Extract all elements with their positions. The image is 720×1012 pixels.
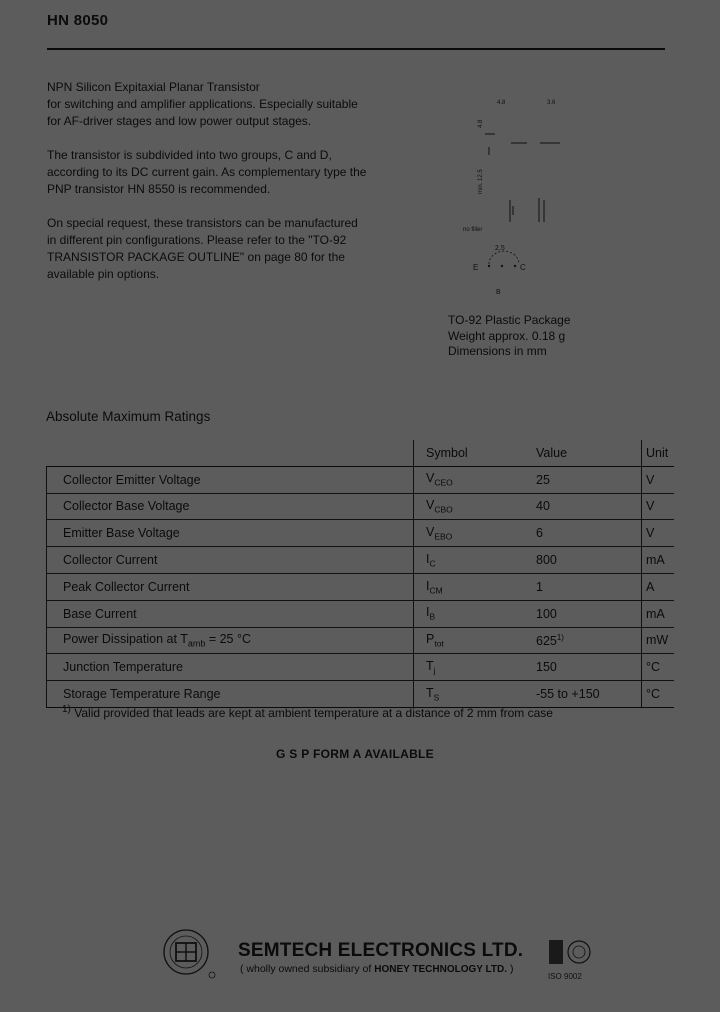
header-symbol: Symbol xyxy=(414,440,522,466)
pin-b-label: B xyxy=(496,289,501,296)
parameter-name: Collector Current xyxy=(63,553,158,568)
symbol-subscript: B xyxy=(429,611,436,622)
to92-package-drawing xyxy=(455,90,575,300)
package-bottom-view xyxy=(473,245,526,296)
symbol: V xyxy=(426,471,435,486)
value-cell xyxy=(521,654,642,681)
parameter-symbol: T xyxy=(180,632,188,647)
subsidiary-line xyxy=(240,963,513,975)
dim-lead-note: no filler xyxy=(463,227,483,233)
header-parameter xyxy=(47,440,414,466)
unit-cell xyxy=(642,627,675,654)
symbol-cell xyxy=(414,573,522,600)
unit: °C xyxy=(646,687,661,702)
dim-width: 4.8 xyxy=(497,100,506,106)
symbol-subscript: tot xyxy=(434,638,444,649)
symbol-subscript: CEO xyxy=(434,477,453,488)
table-row xyxy=(47,600,675,627)
unit-cell xyxy=(642,600,675,627)
table-row xyxy=(47,520,675,547)
company-name: SEMTECH ELECTRONICS LTD. xyxy=(238,940,524,961)
package-caption-line-3: Dimensions in mm xyxy=(448,344,547,358)
parameter-prefix: Power Dissipation at xyxy=(63,632,181,647)
value: 40 xyxy=(536,499,550,514)
pin-c-label: C xyxy=(520,263,526,272)
symbol: I xyxy=(426,605,430,620)
intro-paragraph-3: On special request, these transistors can be manufactured in different pin configurations. Please refer to the "TO-92 TRANSISTOR PACKAGE OUTLINE" on page 80 for the available pin options. xyxy=(47,216,358,281)
table-row xyxy=(47,654,675,681)
part-number: HN 8050 xyxy=(47,12,109,29)
symbol-subscript: CM xyxy=(429,585,443,596)
unit-cell xyxy=(642,547,675,574)
parameter-suffix: = 25 °C xyxy=(205,632,251,647)
parameter-cell xyxy=(47,466,414,493)
table-row xyxy=(47,573,675,600)
parameter-subscript: amb xyxy=(187,638,206,649)
parameter-name: Junction Temperature xyxy=(63,660,183,675)
value: 6 xyxy=(536,526,543,541)
parameter-cell xyxy=(47,654,414,681)
package-caption xyxy=(448,313,571,360)
value-cell xyxy=(521,573,642,600)
value-cell xyxy=(521,520,642,547)
parameter-cell xyxy=(47,600,414,627)
header-unit: Unit xyxy=(642,440,675,466)
package-caption-line-2: Weight approx. 0.18 g xyxy=(448,328,566,343)
parameter-name: Collector Emitter Voltage xyxy=(63,472,201,487)
symbol-subscript: j xyxy=(433,665,436,676)
value-cell xyxy=(521,600,642,627)
symbol-cell xyxy=(414,547,522,574)
availability-note: G S P FORM A AVAILABLE xyxy=(276,747,434,761)
value-cell xyxy=(521,547,642,574)
unit: A xyxy=(646,579,655,594)
intro-line-3: for AF-driver stages and low power output stages. xyxy=(47,114,312,128)
symbol-subscript: C xyxy=(429,558,436,569)
table-row xyxy=(47,466,675,493)
value-cell xyxy=(521,627,642,654)
parameter-cell xyxy=(47,573,414,600)
unit: mA xyxy=(646,553,665,568)
dim-pitch: 2.5 xyxy=(495,245,505,252)
ratings-heading: Absolute Maximum Ratings xyxy=(46,409,211,424)
symbol-subscript: S xyxy=(433,692,440,703)
subsidiary-prefix: ( wholly owned subsidiary of xyxy=(240,963,375,975)
dim-body-height: 4.8 xyxy=(478,119,484,128)
value: 100 xyxy=(536,606,557,621)
value: 25 xyxy=(536,472,550,487)
iso-certification-icon xyxy=(546,937,596,985)
unit-cell xyxy=(642,466,675,493)
value-footnote-marker: 1) xyxy=(556,632,564,642)
value: 625 xyxy=(536,634,557,649)
footnote xyxy=(62,704,553,720)
intro-text xyxy=(47,79,367,300)
parameter-name: Collector Base Voltage xyxy=(63,499,190,514)
symbol-cell xyxy=(414,600,522,627)
intro-paragraph-1 xyxy=(47,79,367,130)
parameter-name: Base Current xyxy=(63,606,137,621)
parameter-name: Storage Temperature Range xyxy=(63,687,221,702)
footnote-marker: 1) xyxy=(62,704,71,715)
symbol-subscript: EBO xyxy=(434,531,453,542)
symbol-cell xyxy=(414,627,522,654)
symbol: T xyxy=(426,659,434,674)
certification-text: ISO 9002 xyxy=(548,972,582,981)
unit: mA xyxy=(646,606,665,621)
intro-line-1: NPN Silicon Expitaxial Planar Transistor xyxy=(47,80,260,94)
unit: °C xyxy=(646,660,661,675)
unit-cell xyxy=(642,681,675,708)
pin-e-label: E xyxy=(473,263,479,272)
parameter-cell xyxy=(47,493,414,520)
unit-cell xyxy=(642,573,675,600)
subsidiary-suffix: ) xyxy=(507,963,514,975)
value: -55 to +150 xyxy=(536,687,600,702)
parameter-name: Emitter Base Voltage xyxy=(63,526,180,541)
header-value: Value xyxy=(521,440,642,466)
symbol: V xyxy=(426,498,435,513)
symbol: T xyxy=(426,685,434,700)
unit: mW xyxy=(646,633,669,648)
intro-paragraph-2: The transistor is subdivided into two groups, C and D, according to its DC current gain. As complementary type the PNP transistor HN 8550 is recommended. xyxy=(47,148,367,196)
symbol: I xyxy=(426,578,430,593)
unit: V xyxy=(646,526,655,541)
intro-line-2: for switching and amplifier applications. Especially suitable xyxy=(47,97,358,111)
parameter-cell xyxy=(47,520,414,547)
unit-cell xyxy=(642,654,675,681)
title-rule xyxy=(47,48,665,50)
package-side-view xyxy=(485,134,560,222)
unit-cell xyxy=(642,493,675,520)
table-row xyxy=(47,493,675,520)
symbol: V xyxy=(426,525,435,540)
parameter-cell xyxy=(47,627,414,654)
symbol-cell xyxy=(414,654,522,681)
value-cell xyxy=(521,493,642,520)
table-row xyxy=(47,627,675,654)
symbol: I xyxy=(426,551,430,566)
symbol-cell xyxy=(414,466,522,493)
ratings-header-row xyxy=(47,440,675,466)
symbol-subscript: CBO xyxy=(434,504,453,515)
symbol: P xyxy=(426,632,435,647)
symbol-cell xyxy=(414,520,522,547)
dim-depth: 3.6 xyxy=(547,100,556,106)
unit: V xyxy=(646,472,655,487)
parameter-cell xyxy=(47,547,414,574)
semtech-logo-icon xyxy=(160,928,220,980)
value: 1 xyxy=(536,579,543,594)
value-cell xyxy=(521,466,642,493)
dim-lead-length: min. 12.5 xyxy=(478,169,484,194)
symbol-cell xyxy=(414,493,522,520)
parent-company: HONEY TECHNOLOGY LTD. xyxy=(374,964,508,975)
ratings-body xyxy=(47,466,675,707)
ratings-table xyxy=(46,440,674,708)
footnote-text: Valid provided that leads are kept at ambient temperature at a distance of 2 mm from case xyxy=(74,706,553,720)
table-row xyxy=(47,547,675,574)
value: 150 xyxy=(536,660,557,675)
package-caption-line-1: TO-92 Plastic Package xyxy=(448,313,571,327)
value: 800 xyxy=(536,553,557,568)
unit-cell xyxy=(642,520,675,547)
unit: V xyxy=(646,499,655,514)
parameter-name: Peak Collector Current xyxy=(63,579,190,594)
